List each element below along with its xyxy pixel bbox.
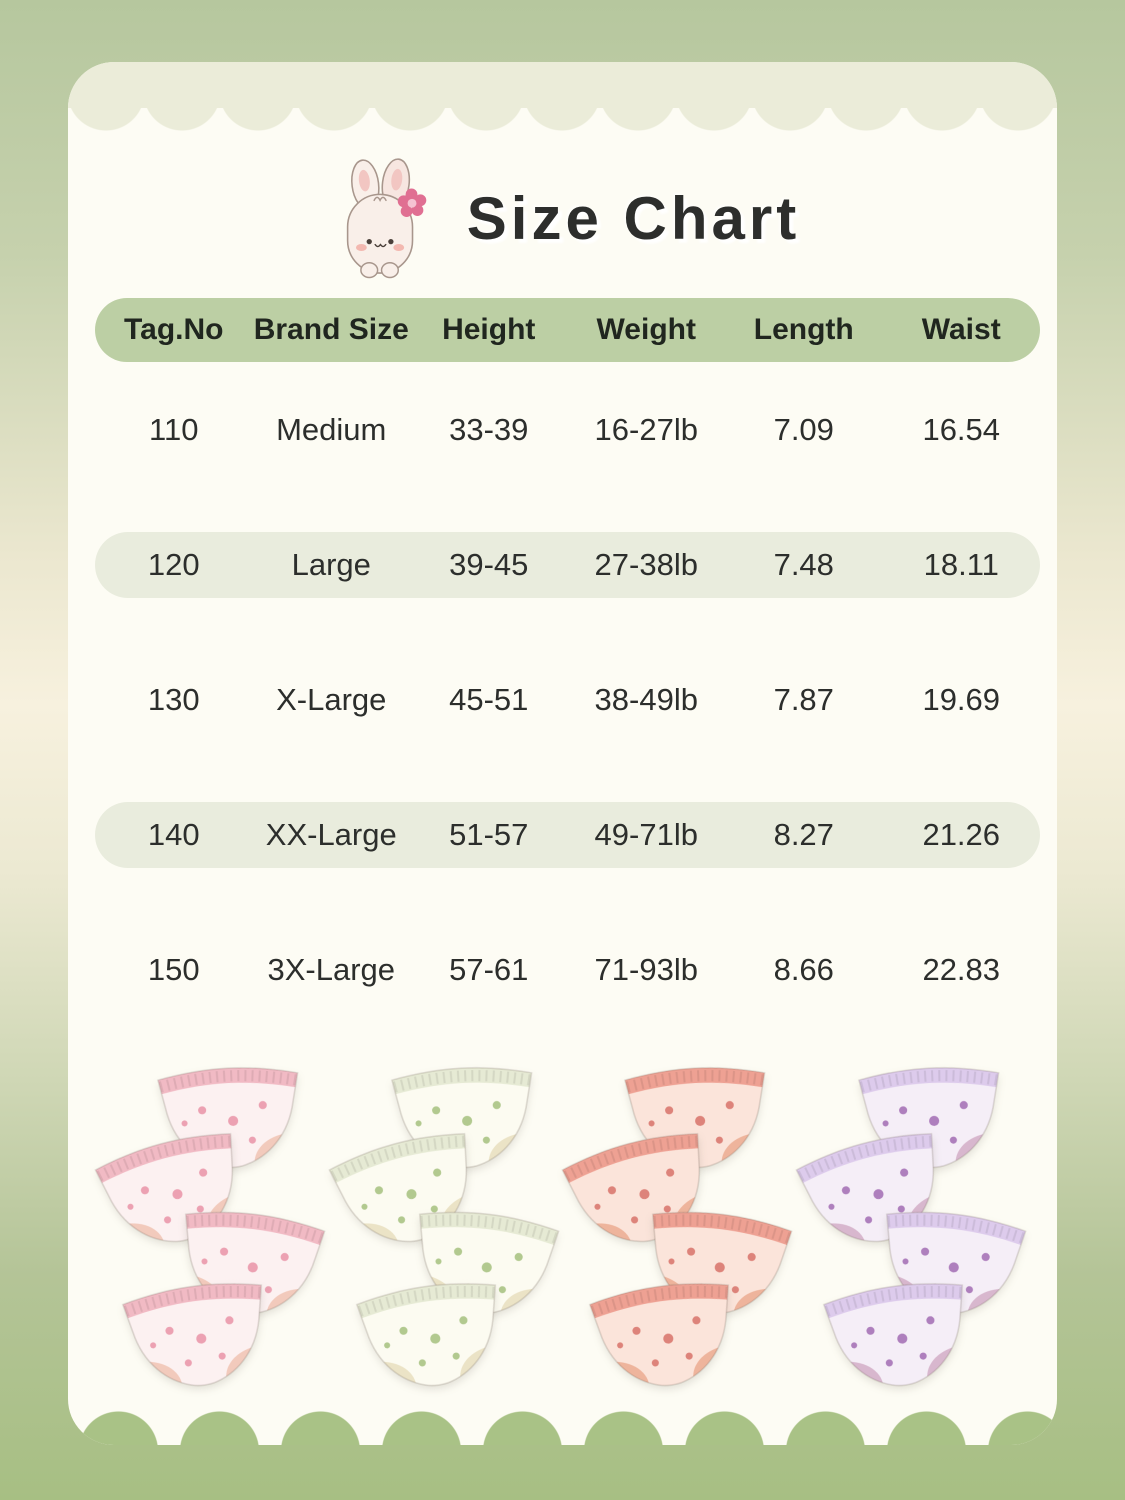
cell-length: 8.66 xyxy=(773,952,834,987)
size-chart-card xyxy=(68,62,1057,1445)
product-photo-purple-briefs-set xyxy=(807,1062,1035,1402)
brief-item xyxy=(582,1270,748,1404)
cell-length: 7.48 xyxy=(773,547,834,582)
cell-height: 33-39 xyxy=(449,412,529,447)
size-table-header xyxy=(95,298,1040,362)
size-table-body xyxy=(95,397,1040,1003)
bunny-with-flower-icon xyxy=(325,157,443,279)
size-table xyxy=(95,298,1040,1003)
cell-waist: 16.54 xyxy=(922,412,1001,447)
cell-length: 8.27 xyxy=(773,817,834,852)
header-cell-weight: Weight xyxy=(596,313,696,346)
cell-waist: 21.26 xyxy=(922,817,1001,852)
cell-height: 57-61 xyxy=(449,952,529,987)
product-photo-peach-briefs-set xyxy=(573,1062,801,1402)
brief-illustration xyxy=(348,1270,514,1404)
cell-brand: Medium xyxy=(276,412,387,447)
table-row xyxy=(95,802,1040,868)
cell-tag: 130 xyxy=(147,682,200,717)
table-row xyxy=(95,397,1040,463)
header-cell-length: Length xyxy=(753,313,854,346)
scallop-top-band xyxy=(68,62,1057,108)
cell-waist: 19.69 xyxy=(922,682,1001,717)
product-photo-green-white-briefs-set xyxy=(340,1062,568,1402)
cell-brand: Large xyxy=(291,547,371,582)
page-title: Size Chart xyxy=(466,184,801,252)
cell-waist: 22.83 xyxy=(922,952,1001,987)
cell-height: 45-51 xyxy=(449,682,529,717)
cell-weight: 49-71lb xyxy=(594,817,698,852)
brief-item xyxy=(348,1270,514,1404)
cell-brand: X-Large xyxy=(276,682,387,717)
table-row xyxy=(95,532,1040,598)
cell-length: 7.87 xyxy=(773,682,834,717)
cell-waist: 18.11 xyxy=(923,547,999,582)
cell-weight: 38-49lb xyxy=(594,682,698,717)
header-cell-waist: Waist xyxy=(921,313,1001,346)
product-photos-row xyxy=(106,1062,1035,1407)
cell-tag: 140 xyxy=(147,817,200,852)
cell-weight: 27-38lb xyxy=(594,547,698,582)
cell-weight: 71-93lb xyxy=(594,952,698,987)
cell-length: 7.09 xyxy=(773,412,834,447)
product-photo-pink-briefs-set xyxy=(106,1062,334,1402)
brief-item xyxy=(115,1270,281,1404)
title-row xyxy=(68,150,1057,286)
cell-tag: 150 xyxy=(147,952,200,987)
header-cell-tag: Tag.No xyxy=(124,313,224,346)
cell-height: 39-45 xyxy=(449,547,529,582)
cell-tag: 120 xyxy=(147,547,200,582)
table-row xyxy=(95,937,1040,1003)
brief-item xyxy=(816,1270,982,1404)
cell-brand: XX-Large xyxy=(265,817,397,852)
brief-illustration xyxy=(115,1270,281,1404)
cell-height: 51-57 xyxy=(449,817,529,852)
brief-illustration xyxy=(582,1270,748,1404)
scallop-bottom-band xyxy=(68,1405,1057,1445)
cell-tag: 110 xyxy=(149,412,199,447)
header-cell-brand: Brand Size xyxy=(253,313,409,346)
header-cell-height: Height xyxy=(442,313,536,346)
table-row xyxy=(95,667,1040,733)
cell-brand: 3X-Large xyxy=(267,952,396,987)
cell-weight: 16-27lb xyxy=(594,412,698,447)
brief-illustration xyxy=(816,1270,982,1404)
